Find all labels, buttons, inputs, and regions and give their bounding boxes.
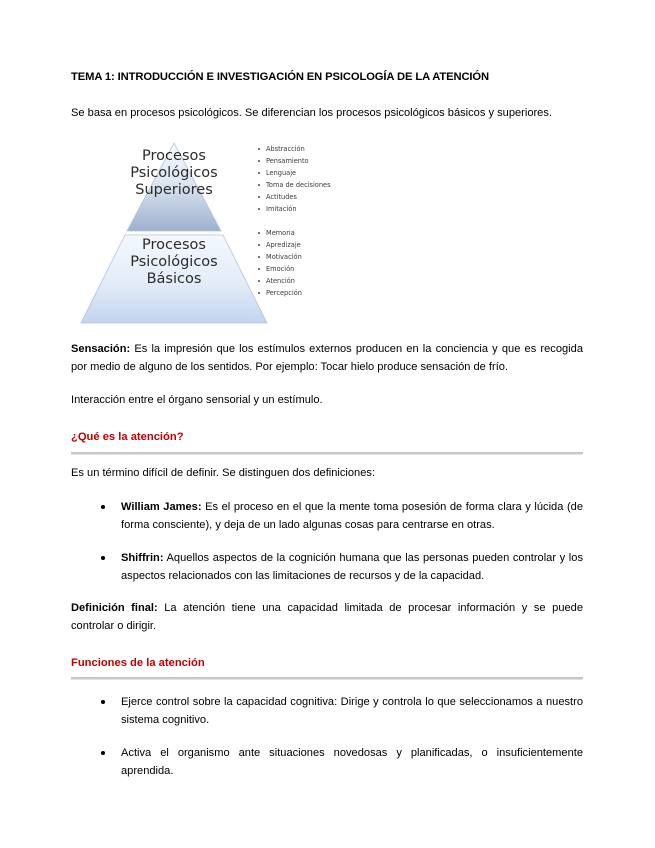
document-content <box>71 0 583 781</box>
list-item: Percepción <box>257 287 371 299</box>
list-item: Activa el organismo ante situaciones novedosas y planificadas, o insuficientemente aprendida. <box>99 745 583 781</box>
list-item <box>99 499 583 535</box>
pyramid-bottom-line3: Básicos <box>146 270 202 287</box>
final-definition-term: Definición final: <box>71 601 158 614</box>
sensacion-definition: Es la impresión que los estímulos externos producen en la conciencia y que es recogida por medio de alguno de los sentidos. Por ejemplo: Tocar hielo produce sensación de frío. <box>71 342 583 373</box>
final-definition-text: La atención tiene una capacidad limitada de procesar información y se puede controlar o dirigir. <box>71 601 583 632</box>
list-item: Toma de decisiones <box>257 179 371 191</box>
sensacion-paragraph <box>71 341 583 377</box>
final-definition-paragraph <box>71 600 583 636</box>
section-heading-funciones-de-la-atencion: Funciones de la atención <box>71 656 205 669</box>
list-item: Emoción <box>257 263 371 275</box>
sensacion-term: Sensación: <box>71 342 131 355</box>
pyramid-bottom-line1: Procesos <box>142 236 206 253</box>
list-item: Memoria <box>257 227 371 239</box>
pyramid-bottom-line2: Psicológicos <box>130 253 218 270</box>
superior-processes-list <box>257 143 371 215</box>
pyramid-top-section <box>127 143 221 231</box>
list-item: Imitación <box>257 203 371 215</box>
intro-paragraph: Se basa en procesos psicológicos. Se diferencian los procesos psicológicos básicos y superiores. <box>71 106 552 119</box>
list-item: Pensamiento <box>257 155 371 167</box>
pyramid-bottom-section <box>81 235 267 323</box>
figure-item-lists <box>257 143 371 299</box>
pyramid-top-line3: Superiores <box>135 181 213 198</box>
section-heading-que-es-la-atencion: ¿Qué es la atención? <box>71 431 184 444</box>
sensacion-interaction-paragraph: Interacción entre el órgano sensorial y un estímulo. <box>71 394 323 407</box>
attention-intro-paragraph: Es un término difícil de definir. Se distinguen dos definiciones: <box>71 467 376 479</box>
list-item: Ejerce control sobre la capacidad cognitiva: Dirige y controla lo que seleccionamos a nuestro sistema cognitivo. <box>99 694 583 730</box>
list-item: Motivación <box>257 251 371 263</box>
definition-author: William James: <box>121 500 202 513</box>
pyramid-diagram <box>79 139 269 327</box>
pyramid-figure <box>71 139 371 329</box>
list-item: Atención <box>257 275 371 287</box>
definition-text: Es el proceso en el que la mente toma posesión de forma clara y lúcida (de forma consciente), y deja de un lado algunas cosas para centrarse en otras. <box>121 500 583 531</box>
list-item: Lenguaje <box>257 167 371 179</box>
basic-processes-list <box>257 227 371 299</box>
definition-author: Shiffrin: <box>121 551 164 564</box>
page-title: TEMA 1: INTRODUCCIÓN E INVESTIGACIÓN EN PSICOLOGÍA DE LA ATENCIÓN <box>71 71 490 83</box>
pyramid-top-line1: Procesos <box>142 147 206 164</box>
list-item <box>99 550 583 586</box>
pyramid-top-line2: Psicológicos <box>130 164 218 181</box>
pyramid-shape-icon <box>79 139 269 327</box>
list-item: Apredizaje <box>257 239 371 251</box>
list-item: Abstracción <box>257 143 371 155</box>
functions-list <box>71 694 583 781</box>
list-item: Actitudes <box>257 191 371 203</box>
definition-text: Aquellos aspectos de la cognición humana que las personas pueden controlar y los aspectos relacionados con las limitaciones de recursos y de la capacidad. <box>121 551 583 582</box>
attention-definitions-list <box>71 499 583 586</box>
